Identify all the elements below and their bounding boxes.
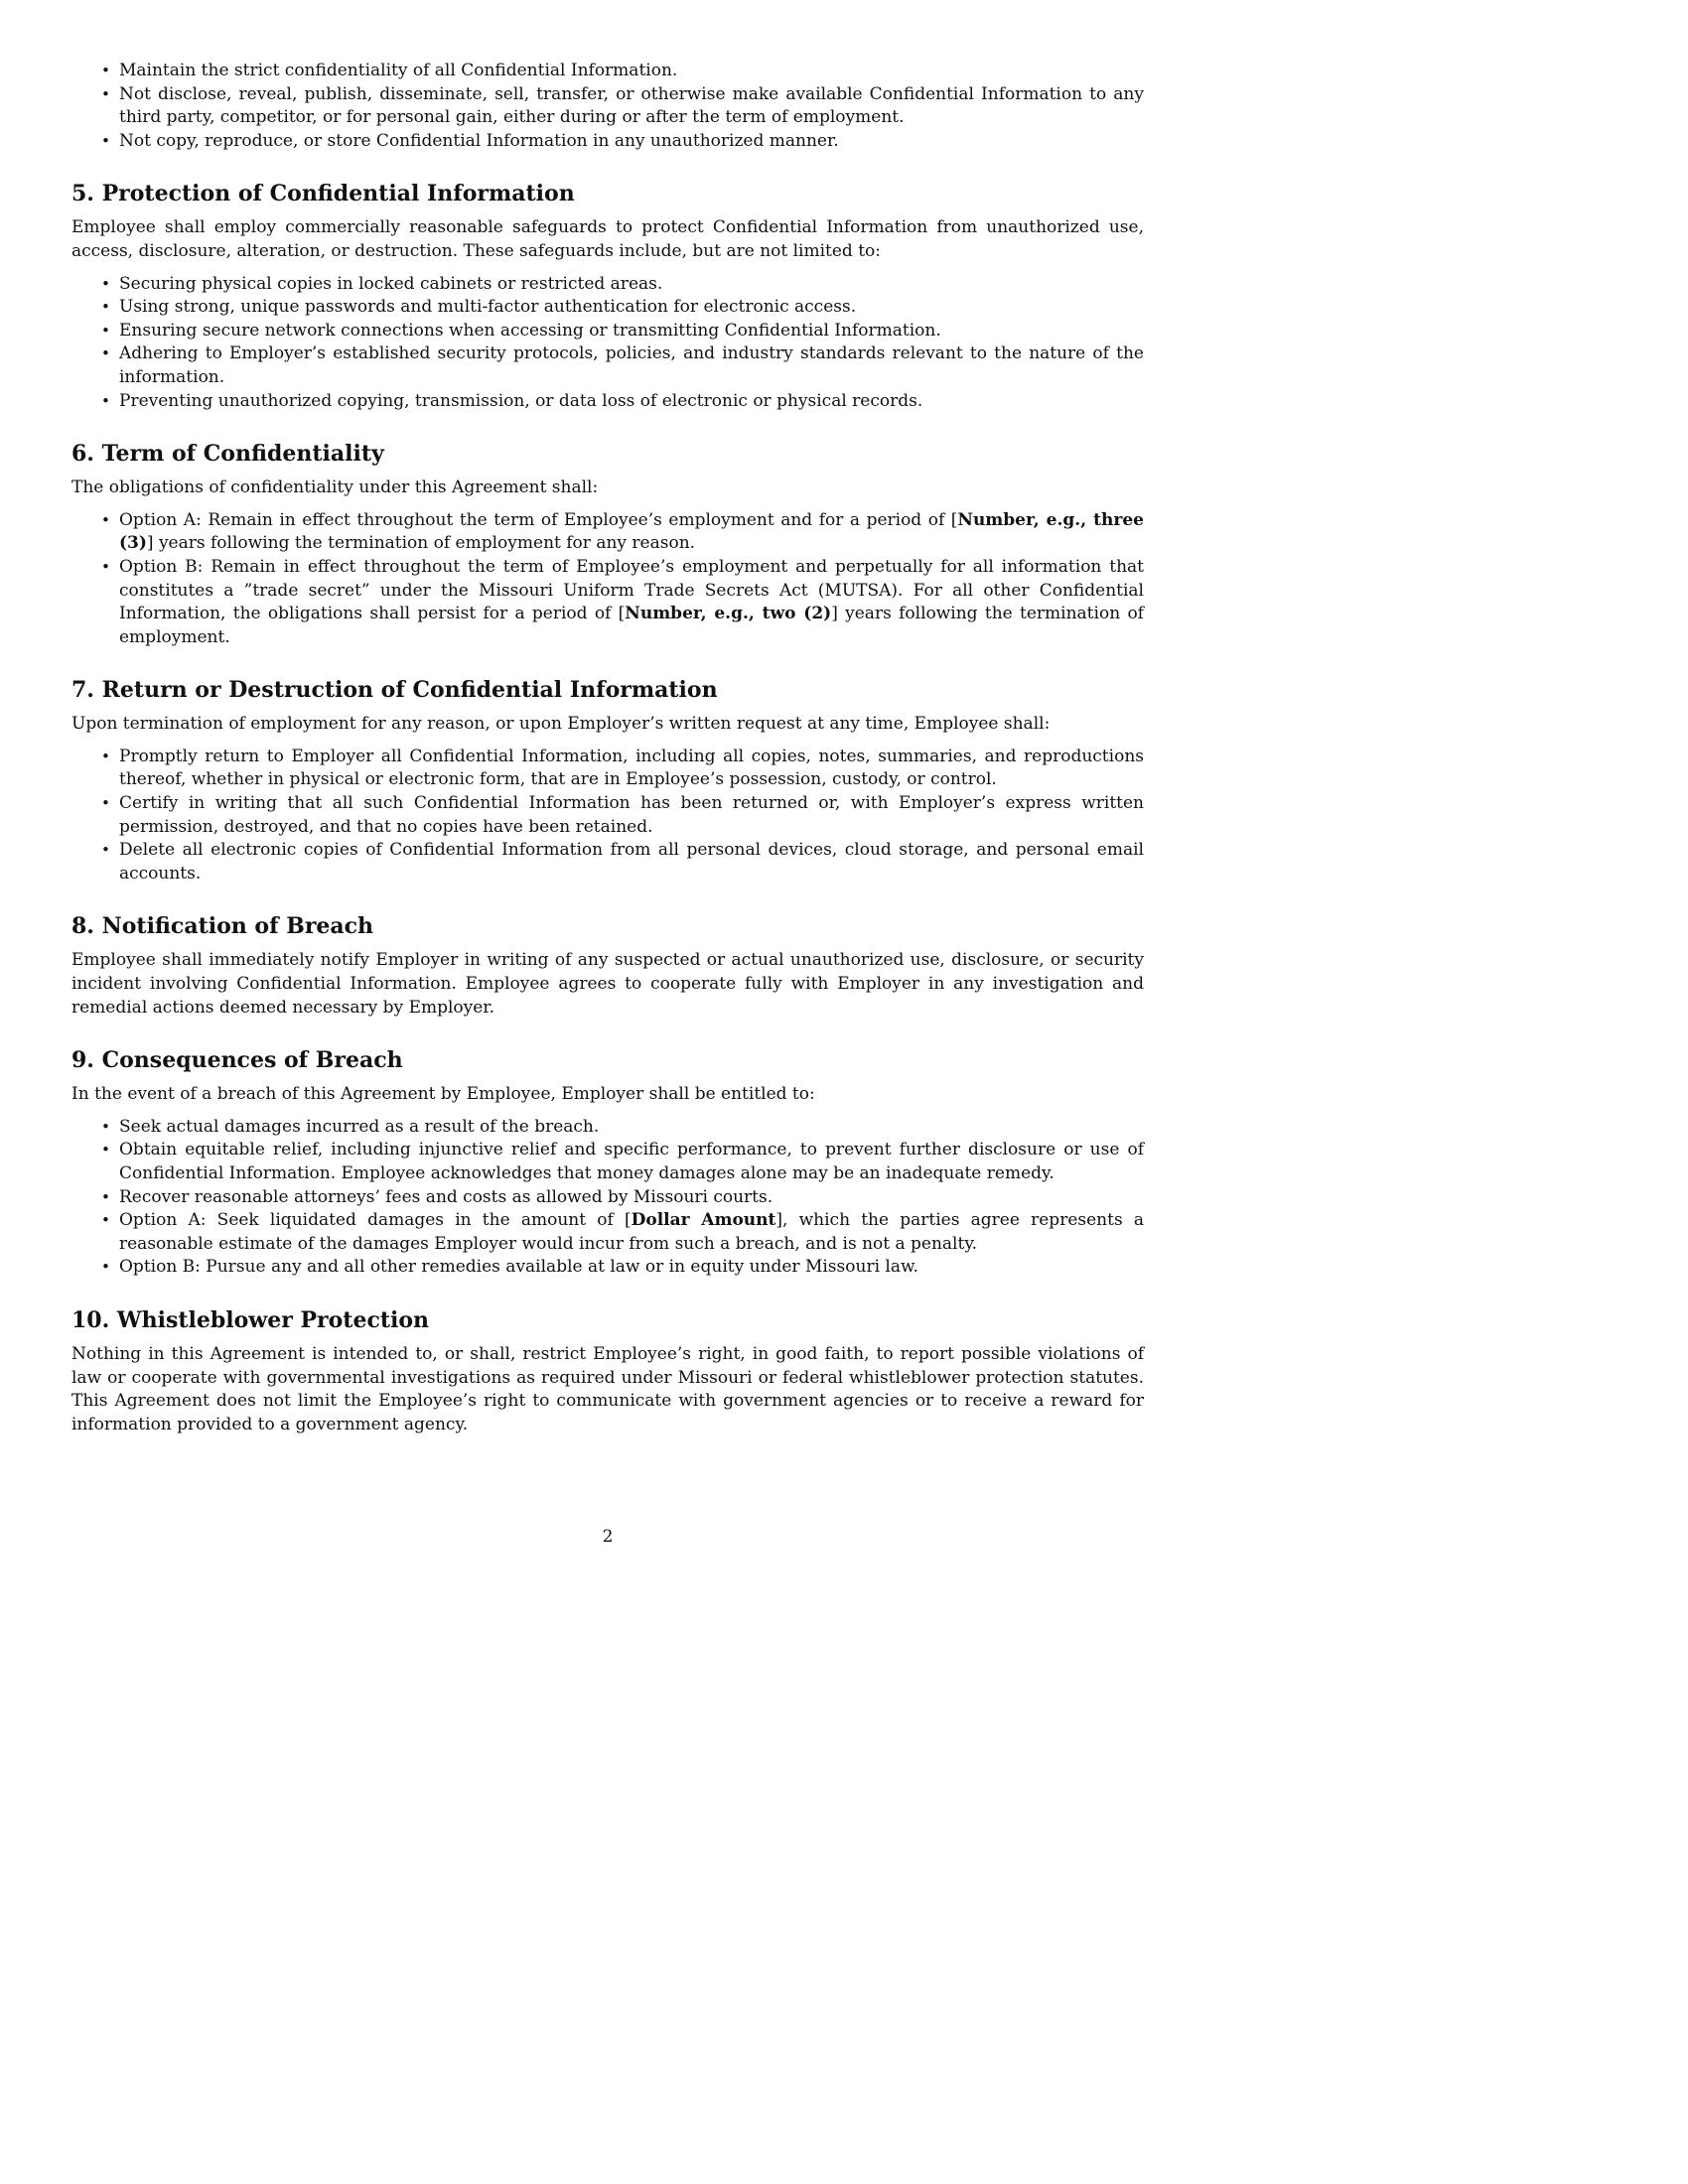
bullet-icon: • <box>101 1117 110 1136</box>
bullet-icon: • <box>101 131 110 150</box>
placeholder-text: Number, e.g., three (3) <box>119 509 1144 554</box>
term-options-list <box>71 509 1144 650</box>
section-9 <box>71 1047 1144 1280</box>
section-intro: The obligations of confidentiality under this Agreement shall: <box>71 478 599 498</box>
section-5 <box>71 181 1144 413</box>
remedies-list <box>71 1116 1144 1280</box>
section-intro: In the event of a breach of this Agreement by Employee, Employer shall be entitled to: <box>71 1084 815 1105</box>
list-item: • Option A: Seek liquidated damages in the amount of [Dollar Amount], which the parties agree represents a reasonable estimate of the damages Employer would incur from such a breach, and is not a penalty. <box>101 1210 1144 1254</box>
section-heading: 7. Return or Destruction of Confidential Information <box>71 677 718 704</box>
list-item: • Seek actual damages incurred as a result of the breach. <box>71 1116 1144 1140</box>
list-item: • Not copy, reproduce, or store Confidential Information in any unauthorized manner. <box>71 130 1144 154</box>
list-item: • Securing physical copies in locked cabinets or restricted areas. <box>71 273 1144 297</box>
bullet-icon: • <box>101 1258 110 1277</box>
section-heading: 10. Whistleblower Protection <box>71 1306 430 1333</box>
list-item: • Not disclose, reveal, publish, disseminate, sell, transfer, or otherwise make available Confidential Information to any third party, competitor, or for personal gain, either during or after the term of employment. <box>101 83 1144 128</box>
section-heading: 8. Notification of Breach <box>71 913 374 940</box>
section-heading: 6. Term of Confidentiality <box>71 441 384 468</box>
bullet-icon: • <box>101 321 110 340</box>
bullet-icon: • <box>101 747 110 765</box>
bullet-icon: • <box>101 557 110 576</box>
section-heading: 5. Protection of Confidential Information <box>71 181 575 207</box>
bullet-icon: • <box>101 298 110 317</box>
bullet-icon: • <box>101 841 110 860</box>
bullet-icon: • <box>101 344 110 363</box>
bullet-icon: • <box>101 62 110 79</box>
bullet-icon: • <box>101 84 110 103</box>
placeholder-text: Dollar Amount <box>631 1210 776 1231</box>
return-list <box>71 746 1144 887</box>
safeguards-list <box>71 273 1144 414</box>
list-item: • Using strong, unique passwords and multi-factor authentication for electronic access. <box>71 296 1144 320</box>
section-body: Nothing in this Agreement is intended to, or shall, restrict Employee’s right, in good faith, to report possible violations of law or cooperate with governmental investigations as required under Missouri or federal whistleblower protection statutes. This Agreement does not limit the Employee’s right to communicate with government agencies or to receive a reward for information provided to a government agency. <box>71 1343 1144 1434</box>
page-number: 2 <box>602 1527 614 1547</box>
section-body: Employee shall immediately notify Employer in writing of any suspected or actual unauthorized use, disclosure, or security incident involving Confidential Information. Employee agrees to cooperate fully with Employer in any investigation and remedial actions deemed necessary by Employer. <box>71 950 1144 1018</box>
list-item: • Preventing unauthorized copying, transmission, or data loss of electronic or physical records. <box>71 390 1144 414</box>
list-item: • Delete all electronic copies of Confidential Information from all personal devices, cloud storage, and personal email accounts. <box>101 840 1144 884</box>
document-body <box>71 60 1144 1445</box>
list-item: • Option B: Pursue any and all other remedies available at law or in equity under Missouri law. <box>71 1256 1144 1280</box>
placeholder-text: Number, e.g., two (2) <box>625 604 832 624</box>
list-item: • Maintain the strict confidentiality of all Confidential Information. <box>71 60 1144 83</box>
section-8 <box>71 913 1144 1020</box>
list-item: • Option B: Remain in effect throughout the term of Employee’s employment and perpetually for all information that constitutes a ”trade secret” under the Missouri Uniform Trade Secrets Act (MUTSA). For all other Confidential Information, the obligations shall persist for a period of [Number, e.g., two (2)] years following the termination of employment. <box>101 556 1144 647</box>
bullet-icon: • <box>101 1211 110 1230</box>
bullet-icon: • <box>101 1187 110 1206</box>
section-6 <box>71 441 1144 649</box>
list-item: • Adhering to Employer’s established security protocols, policies, and industry standards relevant to the nature of the information. <box>101 343 1144 387</box>
section-heading: 9. Consequences of Breach <box>71 1047 403 1074</box>
bullet-icon: • <box>101 510 110 529</box>
list-item: • Obtain equitable relief, including injunctive relief and specific performance, to prevent further disclosure or use of Confidential Information. Employee acknowledges that money damages alone may be an inadequate remedy. <box>101 1140 1144 1183</box>
section-10 <box>71 1307 1144 1436</box>
list-item: • Certify in writing that all such Confidential Information has been returned or, with Employer’s express written permission, destroyed, and that no copies have been retained. <box>101 793 1144 837</box>
list-item: • Promptly return to Employer all Confidential Information, including all copies, notes, summaries, and reproductions thereof, whether in physical or electronic form, that are in Employee’s possession, custody, or control. <box>101 746 1144 790</box>
bullet-icon: • <box>101 274 110 293</box>
obligations-list <box>71 60 1144 153</box>
list-item: • Ensuring secure network connections when accessing or transmitting Confidential Information. <box>71 320 1144 343</box>
section-intro: Upon termination of employment for any reason, or upon Employer’s written request at any time, Employee shall: <box>71 714 1051 735</box>
bullet-icon: • <box>101 794 110 813</box>
list-item: • Recover reasonable attorneys’ fees and costs as allowed by Missouri courts. <box>71 1186 1144 1210</box>
section-intro: Employee shall employ commercially reasonable safeguards to protect Confidential Information from unauthorized use, access, disclosure, alteration, or destruction. These safeguards include, but are not limited to: <box>71 217 1144 261</box>
list-item: • Option A: Remain in effect throughout the term of Employee’s employment and for a period of [Number, e.g., three (3)] years following the termination of employment for any reason. <box>101 509 1144 554</box>
bullet-icon: • <box>101 1141 110 1160</box>
bullet-icon: • <box>101 391 110 410</box>
section-7 <box>71 677 1144 886</box>
